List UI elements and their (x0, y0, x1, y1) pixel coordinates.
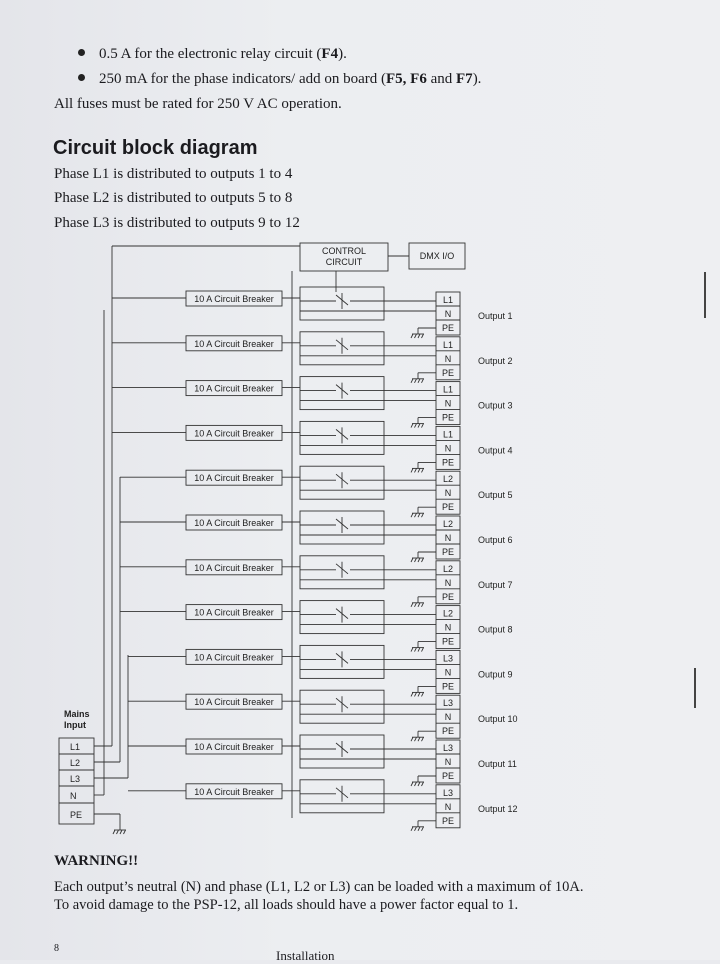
circuit-breaker-label: 10 A Circuit Breaker (194, 518, 274, 528)
circuit-breaker-label: 10 A Circuit Breaker (194, 652, 274, 663)
warning-title: WARNING!! (54, 853, 139, 869)
circuit-breaker-label: 10 A Circuit Breaker (194, 383, 274, 394)
ground-hatch (415, 648, 417, 652)
output-terminal-neutral: N (444, 622, 452, 633)
output-label: Output 12 (478, 803, 518, 814)
mains-terminal-l1: L1 (70, 742, 81, 752)
ground-hatch (415, 334, 417, 338)
warning-line-1: Each output’s neutral (N) and phase (L1, L2 or L3) can be loaded with a maximum of 10A. (54, 879, 584, 895)
output-terminal-neutral: N (444, 398, 452, 409)
output-terminal-pe: PE (441, 591, 455, 602)
output-label: Output 7 (478, 579, 513, 590)
ground-hatch (422, 692, 424, 696)
circuit-breaker-label: 10 A Circuit Breaker (194, 742, 274, 752)
phase-line-l2: Phase L2 is distributed to outputs 5 to 8 (54, 190, 293, 206)
mains-terminal-pe: PE (70, 810, 83, 820)
ground-hatch (411, 603, 413, 607)
output-terminal-pe: PE (441, 547, 455, 557)
ground-hatch (411, 468, 413, 472)
ground-hatch (415, 424, 417, 428)
section-heading: Circuit block diagram (53, 137, 258, 159)
margin-mark (704, 272, 706, 318)
output-label: Output 3 (478, 400, 513, 411)
output-terminal-neutral: N (444, 488, 452, 499)
page-number: 8 (54, 943, 59, 954)
output-terminal-pe: PE (441, 502, 455, 513)
ground-hatch (422, 782, 424, 786)
output-label: Output 6 (478, 535, 513, 545)
ground-hatch (415, 692, 417, 696)
control-circuit-label: CONTROL (321, 246, 367, 256)
control-circuit-label: CIRCUIT (325, 257, 363, 267)
output-terminal-phase: L1 (442, 295, 454, 305)
ground-hatch (415, 603, 417, 607)
output-terminal-phase: L2 (442, 563, 454, 574)
ground-hatch (422, 468, 424, 472)
circuit-breaker-label: 10 A Circuit Breaker (194, 294, 274, 304)
output-terminal-pe: PE (441, 323, 455, 333)
output-terminal-phase: L2 (442, 474, 454, 485)
ground-hatch (422, 334, 424, 338)
ground-hatch (411, 648, 413, 652)
phase-line-l3: Phase L3 is distributed to outputs 9 to 12 (54, 215, 300, 231)
output-label: Output 1 (478, 311, 513, 321)
ground-hatch (418, 558, 420, 562)
ground-hatch (411, 827, 413, 831)
ground-hatch (415, 782, 417, 786)
output-terminal-neutral: N (444, 712, 452, 723)
output-terminal-neutral: N (444, 577, 452, 588)
output-terminal-phase: L3 (442, 787, 454, 798)
mains-input-label: Mains (64, 709, 90, 719)
circuit-breaker-label: 10 A Circuit Breaker (194, 697, 274, 708)
output-terminal-phase: L2 (442, 608, 454, 619)
circuit-breaker-label: 10 A Circuit Breaker (194, 338, 274, 349)
circuit-breaker-label: 10 A Circuit Breaker (194, 607, 274, 618)
ground-hatch (418, 468, 420, 472)
ground-hatch (422, 737, 424, 741)
output-terminal-phase: L3 (442, 743, 454, 753)
dmx-io-label: DMX I/O (419, 251, 455, 261)
mains-input-label: Input (64, 720, 86, 730)
ground-hatch (415, 513, 417, 517)
ground-hatch (418, 737, 420, 741)
output-terminal-pe: PE (441, 457, 455, 468)
output-terminal-phase: L3 (442, 653, 454, 664)
output-terminal-pe: PE (441, 726, 455, 737)
ground-hatch (418, 782, 420, 786)
output-terminal-phase: L1 (442, 429, 454, 440)
ground-hatch (411, 737, 413, 741)
ground-hatch (411, 692, 413, 696)
output-terminal-neutral: N (444, 533, 452, 543)
ground-hatch (113, 830, 115, 834)
ground-hatch (422, 424, 424, 428)
circuit-breaker-label: 10 A Circuit Breaker (194, 786, 274, 797)
ground-hatch (124, 830, 126, 834)
bullet-fuse-f4: 0.5 A for the electronic relay circuit (F4). (78, 46, 347, 63)
output-terminal-pe: PE (441, 367, 455, 378)
ground-hatch (418, 334, 420, 338)
output-terminal-pe: PE (441, 412, 455, 423)
output-terminal-neutral: N (444, 801, 452, 812)
ground-hatch (117, 830, 119, 834)
warning-line-2: To avoid damage to the PSP-12, all loads should have a power factor equal to 1. (54, 897, 519, 913)
output-terminal-phase: L1 (442, 384, 454, 395)
output-label: Output 9 (478, 669, 513, 680)
ground-hatch (418, 379, 420, 383)
circuit-breaker-label: 10 A Circuit Breaker (194, 428, 274, 439)
output-terminal-neutral: N (444, 757, 452, 767)
ground-hatch (415, 379, 417, 383)
output-label: Output 5 (478, 490, 513, 501)
ground-hatch (418, 827, 420, 831)
output-terminal-phase: L2 (442, 519, 454, 529)
ground-hatch (418, 513, 420, 517)
ground-hatch (422, 379, 424, 383)
output-terminal-pe: PE (441, 771, 455, 781)
output-terminal-pe: PE (441, 815, 455, 826)
ground-hatch (411, 424, 413, 428)
ground-hatch (422, 603, 424, 607)
mains-terminal-l3: L3 (70, 774, 81, 784)
phase-line-l1: Phase L1 is distributed to outputs 1 to 4 (54, 166, 293, 182)
ground-hatch (415, 468, 417, 472)
ground-hatch (422, 648, 424, 652)
output-terminal-pe: PE (441, 636, 455, 647)
ground-hatch (418, 424, 420, 428)
ground-hatch (411, 558, 413, 562)
mains-terminal-l2: L2 (70, 758, 81, 768)
output-terminal-pe: PE (441, 681, 455, 692)
ground-hatch (411, 379, 413, 383)
bullet-fuse-f5-f7: 250 mA for the phase indicators/ add on board (F5, F6 and F7). (78, 71, 481, 88)
margin-mark (694, 668, 696, 708)
ground-hatch (411, 334, 413, 338)
ground-hatch (418, 603, 420, 607)
fuse-rating-note: All fuses must be rated for 250 V AC operation. (54, 96, 342, 112)
ground-hatch (422, 827, 424, 831)
output-terminal-neutral: N (444, 667, 452, 678)
output-terminal-phase: L1 (442, 339, 454, 350)
output-terminal-neutral: N (444, 309, 452, 319)
output-label: Output 4 (478, 445, 513, 456)
ground-hatch (422, 558, 424, 562)
output-label: Output 11 (478, 759, 517, 769)
output-label: Output 10 (478, 714, 518, 725)
output-terminal-neutral: N (444, 353, 452, 364)
ground-hatch (418, 692, 420, 696)
output-terminal-neutral: N (444, 443, 452, 454)
output-label: Output 8 (478, 624, 513, 635)
circuit-breaker-label: 10 A Circuit Breaker (194, 473, 274, 484)
ground-hatch (422, 513, 424, 517)
ground-hatch (411, 782, 413, 786)
output-label: Output 2 (478, 355, 513, 366)
ground-hatch (418, 648, 420, 652)
output-terminal-phase: L3 (442, 698, 454, 709)
ground-hatch (411, 513, 413, 517)
ground-hatch (415, 558, 417, 562)
ground-hatch (415, 827, 417, 831)
mains-terminal-n: N (70, 791, 77, 801)
ground-hatch (120, 830, 122, 834)
circuit-breaker-label: 10 A Circuit Breaker (194, 562, 274, 573)
page-footer: Installation (276, 948, 335, 963)
ground-hatch (415, 737, 417, 741)
